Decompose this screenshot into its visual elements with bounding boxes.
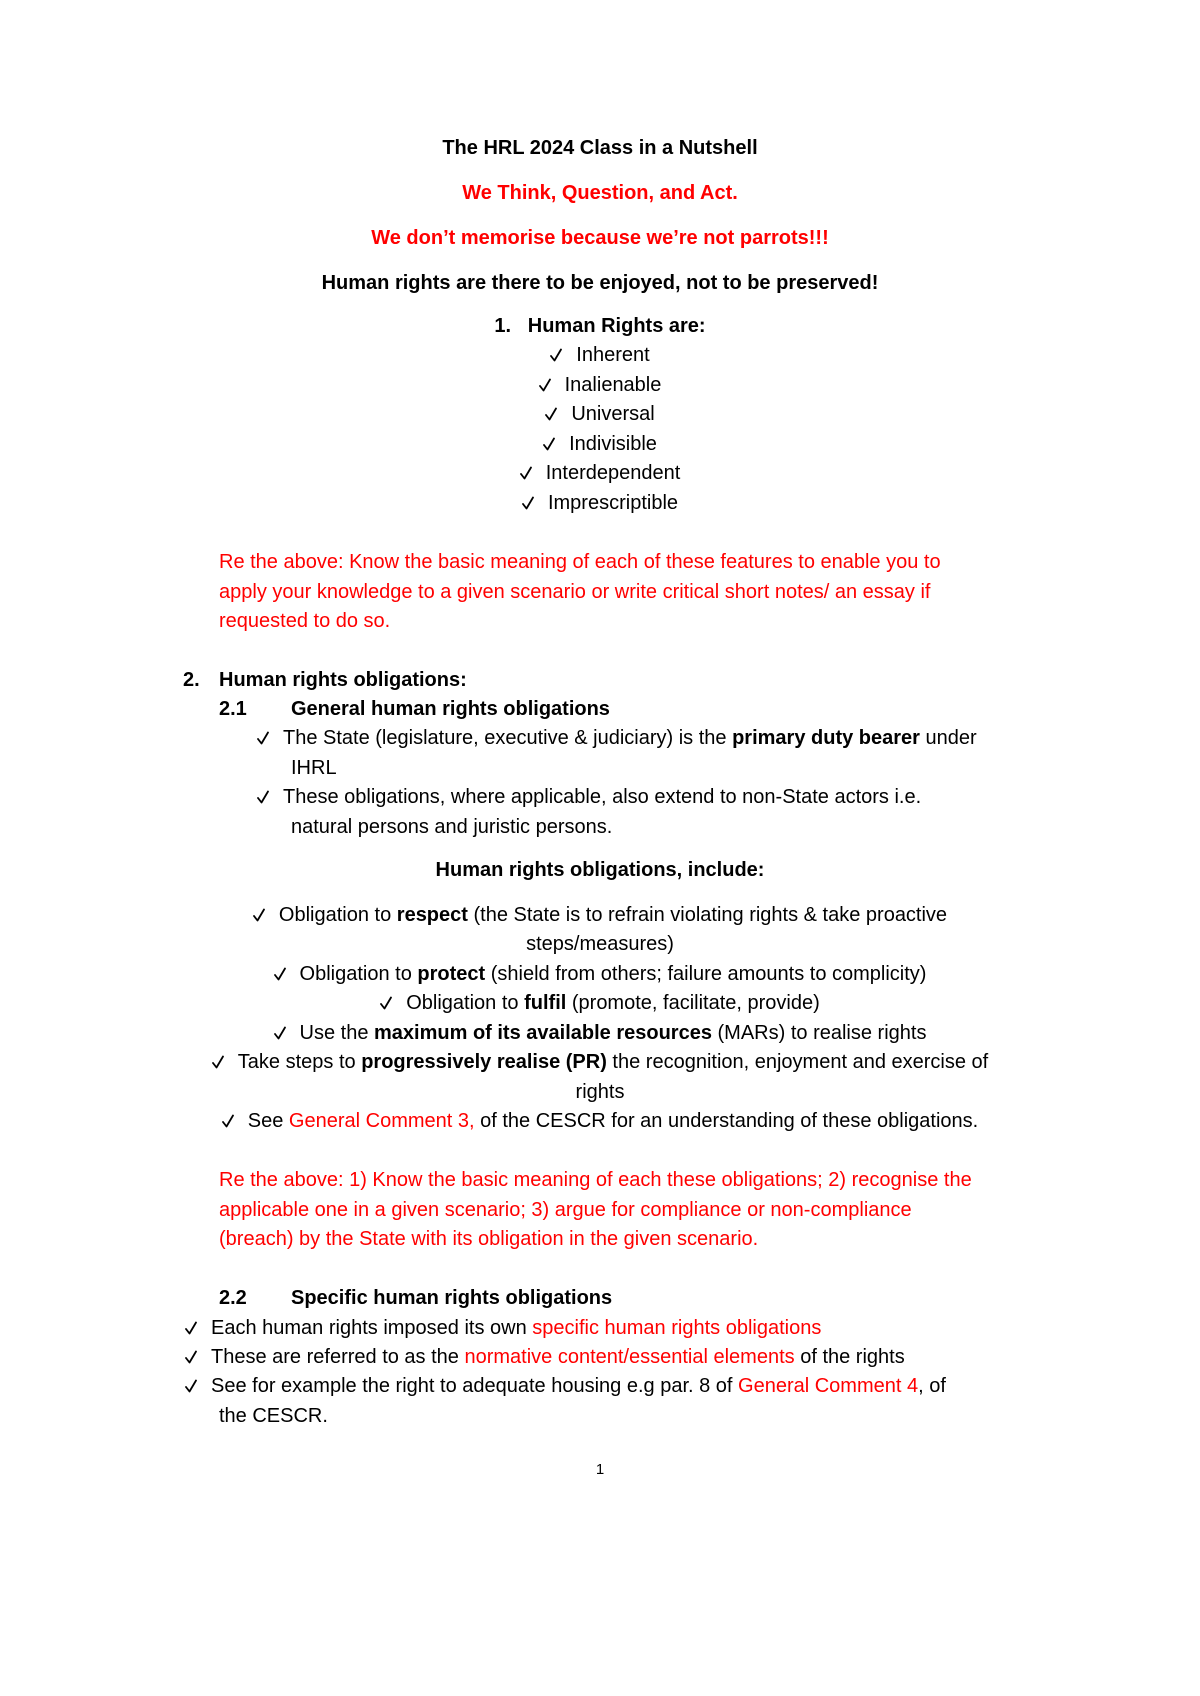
subsection-2-1-title: General human rights obligations <box>291 698 610 720</box>
page-number: 1 <box>595 1461 605 1478</box>
section-1-heading <box>0 314 1200 338</box>
section-1-note-line: requested to do so. <box>219 610 391 632</box>
checkmark-icon <box>185 1321 197 1335</box>
list-item: Imprescriptible <box>0 491 1200 515</box>
list-item: Each human rights imposed its own specific human rights obligations <box>185 1316 821 1340</box>
list-item: Inherent <box>0 343 1200 367</box>
section-2-note-line: applicable one in a given scenario; 3) argue for compliance or non-compliance <box>219 1199 912 1221</box>
list-item: Universal <box>0 402 1200 426</box>
section-2-heading <box>183 668 467 692</box>
list-item: These are referred to as the normative content/essential elements of the rights <box>185 1345 905 1369</box>
document-title: The HRL 2024 Class in a Nutshell <box>442 137 758 159</box>
checkmark-icon <box>257 731 269 745</box>
list-item-continuation: the CESCR. <box>219 1405 328 1427</box>
section-2-note-line: Re the above: 1) Know the basic meaning of each these obligations; 2) recognise the <box>219 1169 972 1191</box>
list-item: Obligation to respect (the State is to refrain violating rights & take proactive <box>0 903 1200 927</box>
checkmark-icon <box>522 496 534 510</box>
checkmark-icon <box>253 908 265 922</box>
checkmark-icon <box>550 348 562 362</box>
subsection-2-1-number: 2.1 <box>219 698 247 720</box>
general-comment-4-reference: General Comment 4 <box>738 1375 919 1397</box>
checkmark-icon <box>185 1379 197 1393</box>
list-item: Obligation to fulfil (promote, facilitate, provide) <box>0 991 1200 1015</box>
subsection-2-1-heading <box>219 697 610 721</box>
list-item: The State (legislature, executive & judiciary) is the primary duty bearer under <box>257 726 977 750</box>
section-1-number: 1. <box>494 315 512 337</box>
checkmark-icon <box>545 407 557 421</box>
checkmark-icon <box>539 378 551 392</box>
obligations-include-heading: Human rights obligations, include: <box>435 859 765 881</box>
list-item: See General Comment 3, of the CESCR for an understanding of these obligations. <box>0 1109 1200 1133</box>
list-item: These obligations, where applicable, also extend to non-State actors i.e. <box>257 785 921 809</box>
list-item: Take steps to progressively realise (PR) the recognition, enjoyment and exercise of <box>0 1050 1200 1074</box>
list-item: Obligation to protect (shield from others; failure amounts to complicity) <box>0 962 1200 986</box>
list-item-continuation: natural persons and juristic persons. <box>291 816 613 838</box>
section-2-note-line: (breach) by the State with its obligation in the given scenario. <box>219 1228 759 1250</box>
checkmark-icon <box>543 437 555 451</box>
section-1-note-line: apply your knowledge to a given scenario or write critical short notes/ an essay if <box>219 581 931 603</box>
general-comment-3-reference: General Comment 3, <box>288 1110 475 1132</box>
checkmark-icon <box>212 1055 224 1069</box>
motto-parrots: We don’t memorise because we’re not parrots!!! <box>371 227 829 249</box>
motto-think: We Think, Question, and Act. <box>462 182 738 204</box>
list-item: Inalienable <box>0 373 1200 397</box>
checkmark-icon <box>274 1026 286 1040</box>
list-item-continuation: IHRL <box>291 757 337 779</box>
section-2-number: 2. <box>183 669 200 691</box>
list-item-continuation: steps/measures) <box>526 933 674 955</box>
checkmark-icon <box>380 996 392 1010</box>
section-2-title: Human rights obligations: <box>219 669 467 691</box>
checkmark-icon <box>274 967 286 981</box>
list-item: Interdependent <box>0 461 1200 485</box>
list-item: Indivisible <box>0 432 1200 456</box>
subsection-2-2-number: 2.2 <box>219 1287 247 1309</box>
list-item-continuation: rights <box>575 1081 625 1103</box>
section-1-note-line: Re the above: Know the basic meaning of each of these features to enable you to <box>219 551 941 573</box>
checkmark-icon <box>185 1350 197 1364</box>
list-item: See for example the right to adequate housing e.g par. 8 of General Comment 4, of <box>185 1374 946 1398</box>
motto-enjoyed: Human rights are there to be enjoyed, not to be preserved! <box>321 272 879 294</box>
checkmark-icon <box>257 790 269 804</box>
checkmark-icon <box>222 1114 234 1128</box>
checkmark-icon <box>520 466 532 480</box>
subsection-2-2-title: Specific human rights obligations <box>291 1287 613 1309</box>
list-item: Use the maximum of its available resources (MARs) to realise rights <box>0 1021 1200 1045</box>
subsection-2-2-heading <box>219 1286 612 1310</box>
section-1-title: Human Rights are: <box>527 315 706 337</box>
